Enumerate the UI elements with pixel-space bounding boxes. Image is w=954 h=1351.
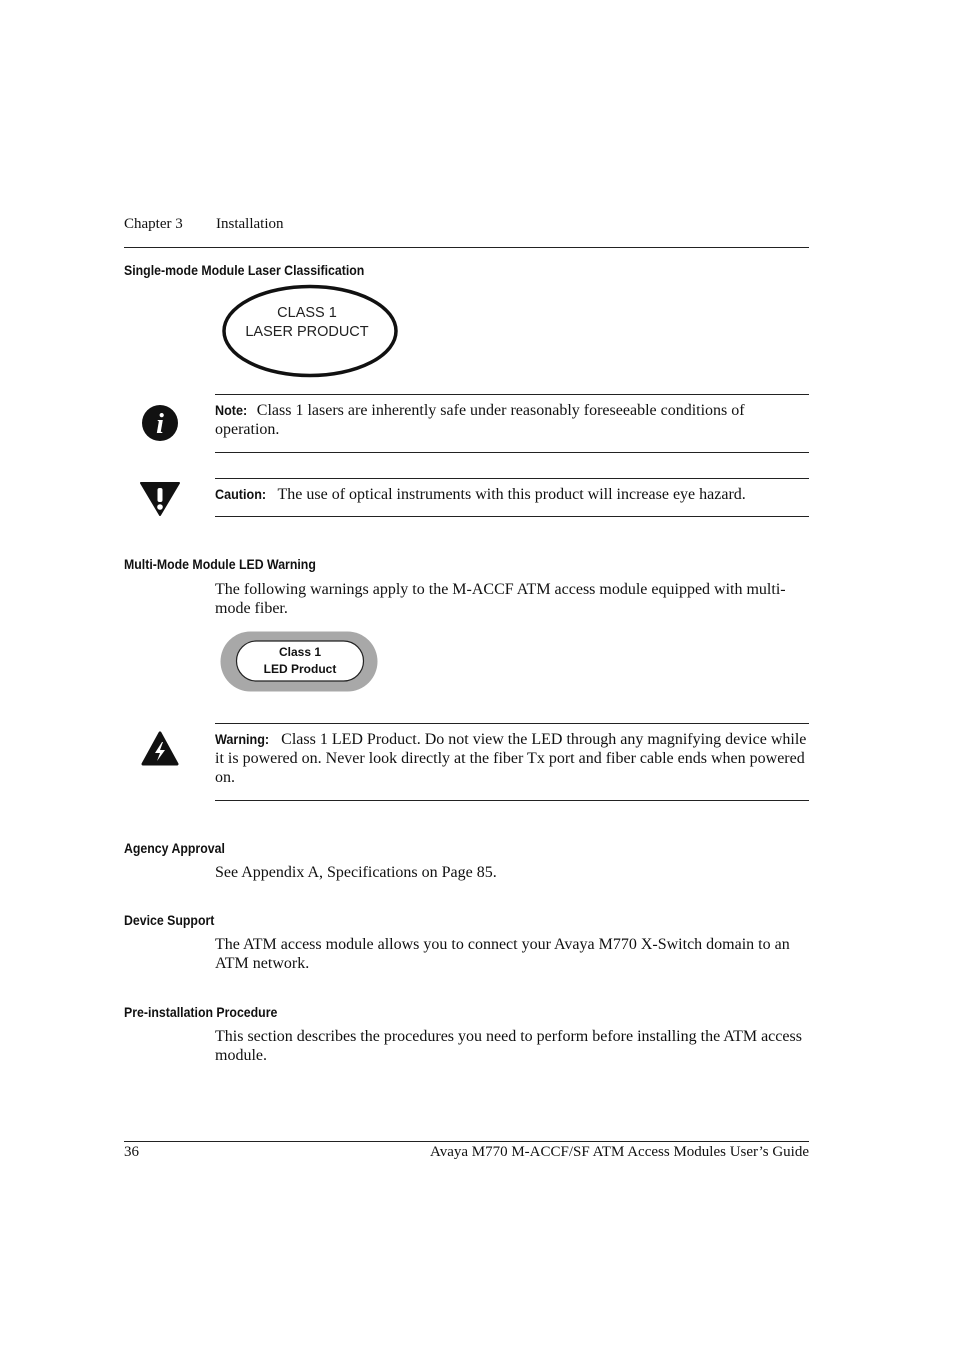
note-block [215,401,809,439]
laser-label-line2: LASER PRODUCT [245,324,369,340]
warning-block [215,730,809,787]
led-label-line2: LED Product [263,662,337,676]
warning-top-rule [215,723,809,724]
laser-label-line1: CLASS 1 [277,305,337,321]
svg-text:i: i [156,409,164,440]
caution-block [215,485,809,504]
caution-icon [140,482,180,516]
section-heading-device-support: Device Support [124,912,215,928]
section-heading-led: Multi-Mode Module LED Warning [124,556,316,572]
caution-text: The use of optical instruments with this product will increase eye hazard. [277,486,746,503]
footer-rule [124,1141,809,1142]
electrical-warning-icon [141,731,179,766]
section-heading-preinstall: Pre-installation Procedure [124,1004,278,1020]
running-header-chapter: Chapter 3 [124,216,183,232]
section-heading-agency: Agency Approval [124,840,225,856]
warning-label: Warning: [215,731,270,747]
device-support-paragraph: The ATM access module allows you to connect your Avaya M770 X-Switch domain to an ATM network. [215,936,790,972]
info-icon [142,405,178,441]
header-rule [124,247,809,248]
footer-title: Avaya M770 M-ACCF/SF ATM Access Modules User’s Guide [429,1144,809,1160]
class1-led-label [220,631,378,692]
led-intro-paragraph: The following warnings apply to the M-ACCF ATM access module equipped with multi-mode fiber. [215,581,786,617]
caution-top-rule [215,478,809,479]
warning-text: Class 1 LED Product. Do not view the LED through any magnifying device while it is powered on. Never look directly at the fiber Tx port and fiber cable ends when powered on. [215,731,807,786]
warning-bottom-rule [215,800,809,801]
class1-laser-label [221,284,399,378]
running-header-section: Installation [216,216,284,232]
caution-label: Caution: [215,486,267,502]
caution-bottom-rule [215,516,809,517]
page-number: 36 [124,1144,139,1160]
preinstall-paragraph: This section describes the procedures you need to perform before installing the ATM access module. [215,1028,802,1064]
note-top-rule [215,394,809,395]
led-label-line1: Class 1 [278,645,322,659]
note-text: Class 1 lasers are inherently safe under reasonably foreseeable conditions of operation. [215,402,745,438]
agency-paragraph: See Appendix A, Specifications on Page 85. [215,864,497,881]
note-bottom-rule [215,452,809,453]
section-heading-laser: Single-mode Module Laser Classification [124,262,365,278]
note-label: Note: [215,402,248,418]
